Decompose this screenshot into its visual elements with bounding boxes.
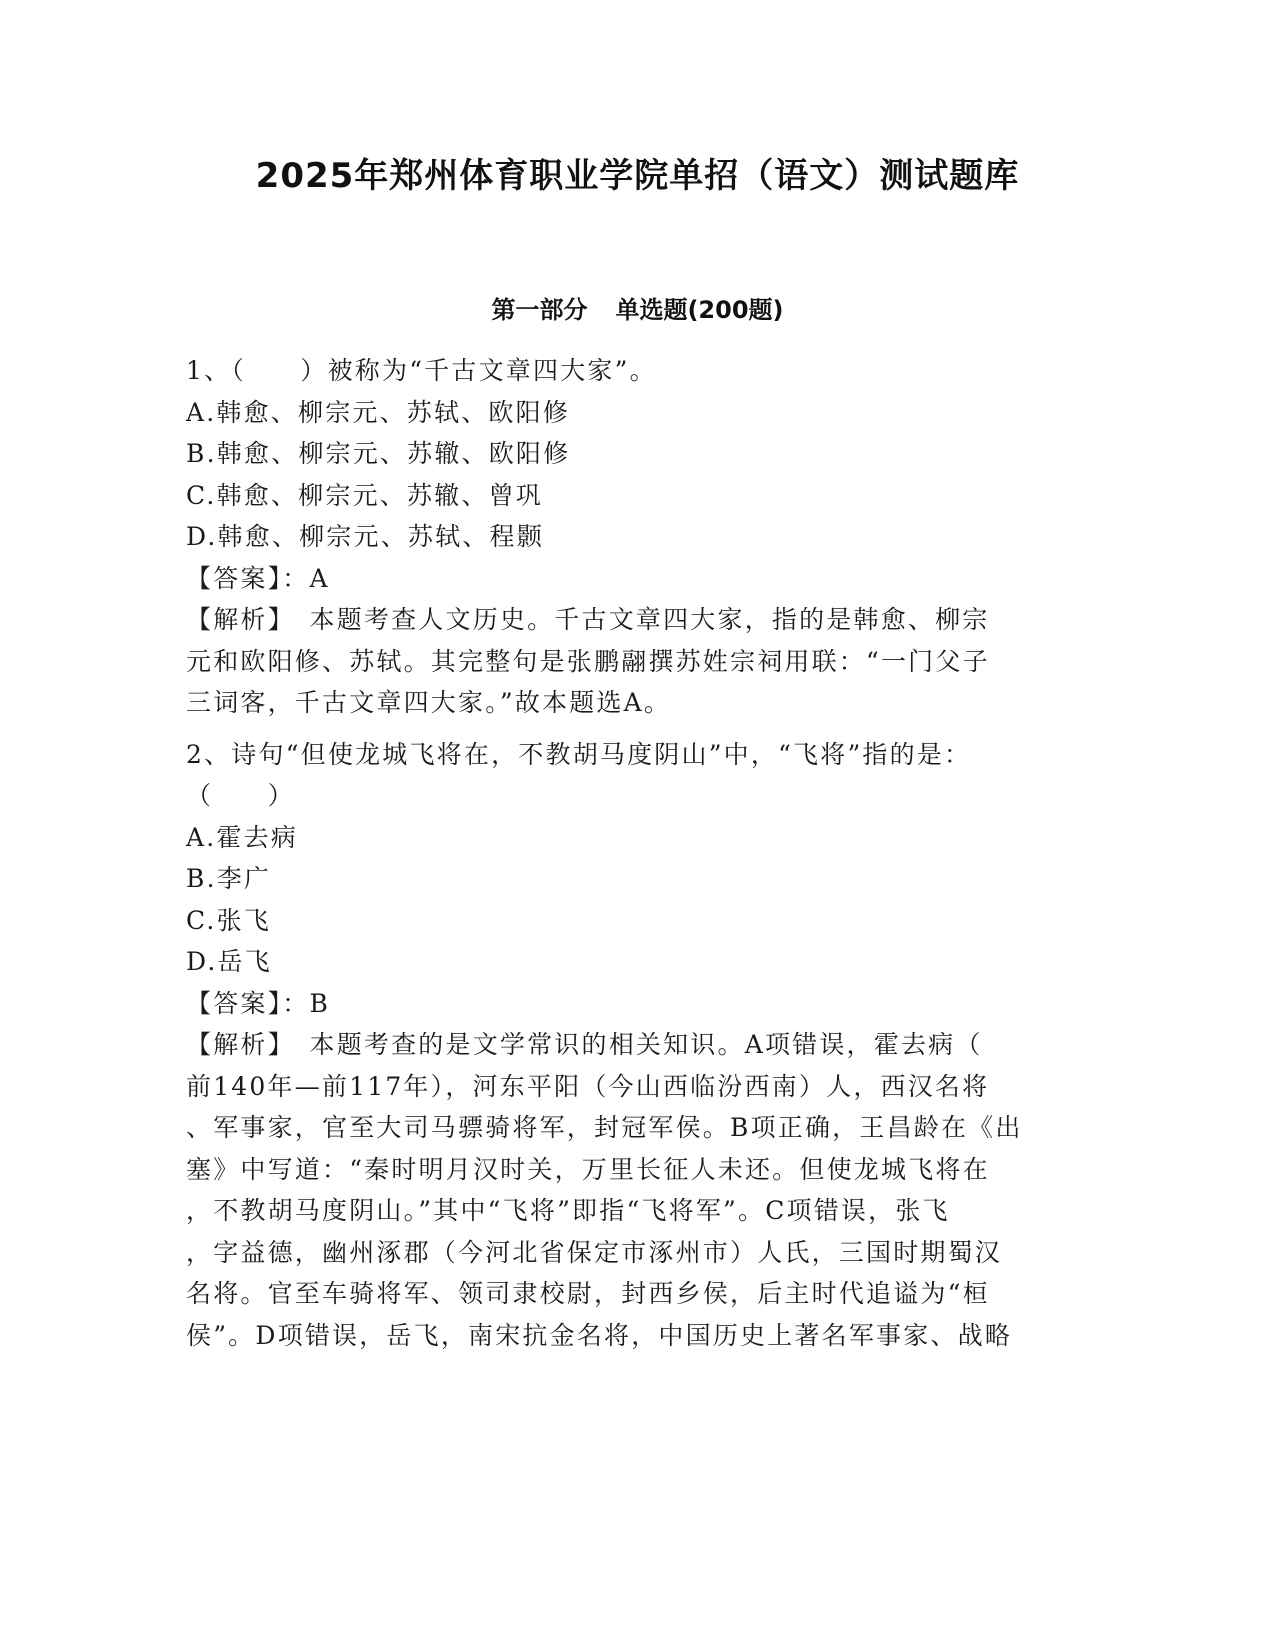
- question-stem: 1、（ ）被称为“千古文章四大家”。: [186, 356, 657, 385]
- option-c: C.张飞: [186, 905, 271, 935]
- question-list: [186, 350, 1086, 1356]
- section-part: 第一部分: [491, 296, 588, 324]
- question-2: [186, 734, 1086, 1357]
- analysis-line: ，字益德，幽州涿郡（今河北省保定市涿州市）人氏，三国时期蜀汉: [186, 1237, 1003, 1267]
- analysis-line: 三词客，千古文章四大家。”故本题选A。: [186, 688, 672, 717]
- analysis-line: 名将。官至车骑将军、领司隶校尉，封西乡侯，后主时代追谥为“桓: [186, 1279, 990, 1308]
- question-stem: （ ）: [186, 781, 295, 810]
- section-heading: [0, 290, 1275, 325]
- option-d: D.岳飞: [186, 947, 272, 976]
- option-d: D.韩愈、柳宗元、苏轼、程颢: [186, 522, 544, 551]
- question-stem: 2、诗句“但使龙城飞将在，不教胡马度阴山”中，“飞将”指的是：: [186, 739, 972, 769]
- question-1: [186, 350, 1086, 724]
- section-name: 单选题(200题): [615, 296, 784, 324]
- analysis-line: ，不教胡马度阴山。”其中“飞将”即指“飞将军”。C项错误，张飞: [186, 1196, 950, 1225]
- analysis-line: 【解析】 本题考查的是文学常识的相关知识。A项错误，霍去病（: [186, 1030, 983, 1059]
- analysis-line: 塞》中写道：“秦时明月汉时关，万里长征人未还。但使龙城飞将在: [186, 1154, 990, 1184]
- analysis-line: 元和欧阳修、苏轼。其完整句是张鹏翮撰苏姓宗祠用联：“一门父子: [186, 646, 990, 676]
- answer-label: 【答案】：A: [186, 563, 330, 593]
- option-a: A.韩愈、柳宗元、苏轼、欧阳修: [186, 397, 571, 427]
- document-title: 2025年郑州体育职业学院单招（语文）测试题库: [255, 156, 1020, 196]
- option-b: B.韩愈、柳宗元、苏辙、欧阳修: [186, 439, 571, 468]
- option-a: A.霍去病: [186, 822, 299, 852]
- analysis-line: 【解析】 本题考查人文历史。千古文章四大家，指的是韩愈、柳宗: [186, 605, 990, 634]
- option-b: B.李广: [186, 864, 272, 893]
- analysis-line: 、军事家，官至大司马骠骑将军，封冠军侯。B项正确，王昌龄在《出: [186, 1113, 1023, 1142]
- analysis-line: 前140年—前117年），河东平阳（今山西临汾西南）人，西汉名将: [186, 1071, 990, 1101]
- answer-label: 【答案】：B: [186, 988, 331, 1018]
- question-spacer: [186, 724, 1086, 734]
- option-c: C.韩愈、柳宗元、苏辙、曾巩: [186, 480, 543, 510]
- analysis-line: 侯”。D项错误，岳飞，南宋抗金名将，中国历史上著名军事家、战略: [186, 1320, 1013, 1350]
